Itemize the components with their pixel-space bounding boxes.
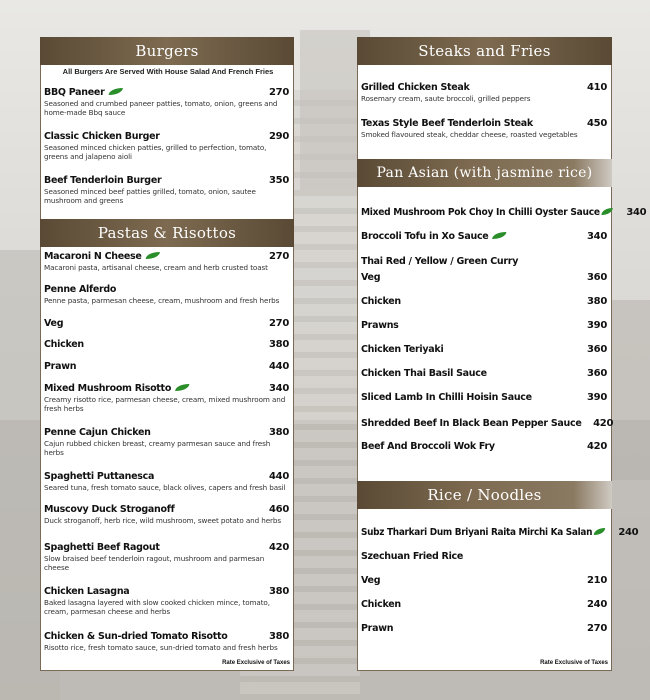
item-name: Chicken [361, 599, 401, 610]
item-name: Prawn [361, 623, 394, 634]
menu-item [361, 368, 607, 379]
section-header-pan-asian: Pan Asian (with jasmine rice) [357, 159, 612, 187]
item-description: Smoked flavoured steak, cheddar cheese, roasted vegetables [361, 130, 578, 139]
item-name: Shredded Beef In Black Bean Pepper Sauce [361, 418, 582, 429]
item-description: Cajun rubbed chicken breast, creamy parmesan sauce and fresh herbs [44, 439, 271, 457]
menu-item [361, 551, 607, 562]
item-description: Seasoned minced beef patties grilled, tomato, onion, sautee mushroom and greens [44, 187, 256, 205]
menu-item [361, 344, 607, 355]
section-header-burgers: Burgers [40, 37, 294, 65]
item-name: Macaroni N Cheese [44, 251, 142, 262]
menu-item [361, 575, 607, 586]
item-price: 380 [269, 586, 289, 597]
item-name: Subz Tharkari Dum Briyani Raita Mirchi Ka Salan [361, 527, 593, 538]
menu-item [44, 586, 289, 616]
item-name: Penne Cajun Chicken [44, 427, 151, 438]
veg-leaf-icon [594, 528, 605, 535]
item-name: Mixed Mushroom Pok Choy In Chilli Oyster Sauce [361, 207, 600, 218]
item-description: Creamy risotto rice, parmesan cheese, cream, mixed mushroom and fresh herbs [44, 395, 286, 413]
item-name: Szechuan Fried Rice [361, 551, 464, 562]
item-price: 380 [269, 339, 289, 350]
item-description: Risotto rice, fresh tomato sauce, sun-dried tomato and fresh herbs [44, 643, 278, 652]
menu-item [361, 623, 607, 634]
item-name: Veg [361, 575, 381, 586]
menu-item [44, 284, 289, 305]
item-price: 410 [587, 82, 607, 93]
menu-item [44, 383, 289, 413]
menu-item [44, 87, 289, 117]
item-name: Spaghetti Beef Ragout [44, 542, 160, 553]
item-name: Texas Style Beef Tenderloin Steak [361, 118, 533, 129]
item-price: 360 [587, 368, 607, 379]
menu-item [361, 82, 607, 103]
item-description: Penne pasta, parmesan cheese, cream, mushroom and fresh herbs [44, 296, 280, 305]
item-price: 390 [587, 392, 607, 403]
menu-item [44, 131, 289, 161]
menu-item [44, 318, 289, 329]
menu-item [44, 542, 289, 572]
item-name: BBQ Paneer [44, 87, 105, 98]
item-price: 340 [587, 231, 607, 242]
item-price: 340 [626, 207, 647, 218]
item-name: Prawn [44, 361, 77, 372]
item-price: 360 [587, 344, 607, 355]
item-name: Beef And Broccoli Wok Fry [361, 441, 495, 452]
item-description: Duck stroganoff, herb rice, wild mushroom, sweet potato and herbs [44, 516, 282, 525]
item-name: Veg [361, 272, 381, 283]
item-price: 350 [269, 175, 289, 186]
veg-leaf-icon [108, 88, 122, 95]
item-price: 290 [269, 131, 289, 142]
item-price: 340 [269, 383, 289, 394]
menu-item [44, 339, 289, 350]
item-price: 380 [269, 631, 289, 642]
item-name: Chicken [44, 339, 84, 350]
item-name: Veg [44, 318, 64, 329]
tax-note: Rate Exclusive of Taxes [222, 660, 290, 666]
item-name: Chicken Teriyaki [361, 344, 444, 355]
item-description: Baked lasagna layered with slow cooked chicken mince, tomato, cream, parmesan cheese and herbs [44, 598, 270, 616]
item-description: Rosemary cream, saute broccoli, grilled peppers [361, 94, 531, 103]
item-price: 420 [593, 418, 614, 429]
veg-leaf-icon [492, 232, 506, 239]
item-price: 210 [587, 575, 607, 586]
item-description: Seared tuna, fresh tomato sauce, black olives, capers and fresh basil [44, 483, 286, 492]
item-price: 450 [587, 118, 607, 129]
item-price: 240 [587, 599, 607, 610]
menu-item [44, 361, 289, 372]
item-price: 440 [269, 471, 289, 482]
item-price: 270 [269, 87, 289, 98]
section-header-pastas: Pastas & Risottos [40, 219, 294, 247]
item-name: Beef Tenderloin Burger [44, 175, 162, 186]
menu-item [361, 527, 639, 538]
item-name: Chicken [361, 296, 401, 307]
item-price: 440 [269, 361, 289, 372]
item-description: Seasoned minced chicken patties, grilled to perfection, tomato, greens and jalapeno aioli [44, 143, 267, 161]
item-price: 270 [587, 623, 607, 634]
item-price: 420 [269, 542, 289, 553]
item-price: 460 [269, 504, 289, 515]
item-name: Classic Chicken Burger [44, 131, 160, 142]
item-name: Muscovy Duck Stroganoff [44, 504, 175, 515]
tax-note: Rate Exclusive of Taxes [540, 660, 608, 666]
menu-panel-left [40, 37, 294, 671]
section-header-rice-noodles: Rice / Noodles [357, 481, 612, 509]
item-price: 380 [269, 427, 289, 438]
menu-item [44, 504, 289, 525]
item-price: 360 [587, 272, 607, 283]
menu-item [44, 251, 289, 272]
item-name: Grilled Chicken Steak [361, 82, 470, 93]
menu-item [361, 207, 647, 218]
item-price: 380 [587, 296, 607, 307]
item-price: 270 [269, 318, 289, 329]
item-price: 390 [587, 320, 607, 331]
veg-leaf-icon [602, 208, 613, 215]
item-name: Penne Alferdo [44, 284, 117, 295]
item-description: Seasoned and crumbed paneer patties, tomato, onion, greens and home-made Bbq sauce [44, 99, 278, 117]
menu-item [44, 175, 289, 205]
veg-leaf-icon [175, 384, 189, 391]
item-description: Slow braised beef tenderloin ragout, mushroom and parmesan cheese [44, 554, 265, 572]
item-name: Sliced Lamb In Chilli Hoisin Sauce [361, 392, 532, 403]
menu-item [44, 427, 289, 457]
item-name: Chicken Thai Basil Sauce [361, 368, 487, 379]
item-name: Broccoli Tofu in Xo Sauce [361, 231, 489, 242]
item-name: Chicken & Sun-dried Tomato Risotto [44, 631, 228, 642]
menu-item [361, 392, 607, 403]
menu-panel-right [357, 37, 647, 671]
item-price: 270 [269, 251, 289, 262]
item-name: Mixed Mushroom Risotto [44, 383, 172, 394]
menu-item [361, 118, 607, 139]
item-name: Spaghetti Puttanesca [44, 471, 155, 482]
menu-item [44, 631, 289, 652]
menu-item [361, 256, 607, 267]
menu-item [361, 441, 607, 452]
veg-leaf-icon [145, 252, 159, 259]
menu-item [361, 418, 614, 429]
burgers-note: All Burgers Are Served With House Salad And French Fries [62, 67, 274, 76]
item-name: Prawns [361, 320, 399, 331]
item-price: 240 [618, 527, 639, 538]
item-price: 420 [587, 441, 607, 452]
menu-item [361, 599, 607, 610]
menu-item [361, 272, 607, 283]
item-name: Thai Red / Yellow / Green Curry [361, 256, 519, 267]
menu-item [44, 471, 289, 492]
menu-item [361, 296, 607, 307]
menu-item [361, 231, 607, 242]
item-name: Chicken Lasagna [44, 586, 130, 597]
item-description: Macaroni pasta, artisanal cheese, cream and herb crusted toast [44, 263, 268, 272]
menu-item [361, 320, 607, 331]
section-header-steaks: Steaks and Fries [357, 37, 612, 65]
